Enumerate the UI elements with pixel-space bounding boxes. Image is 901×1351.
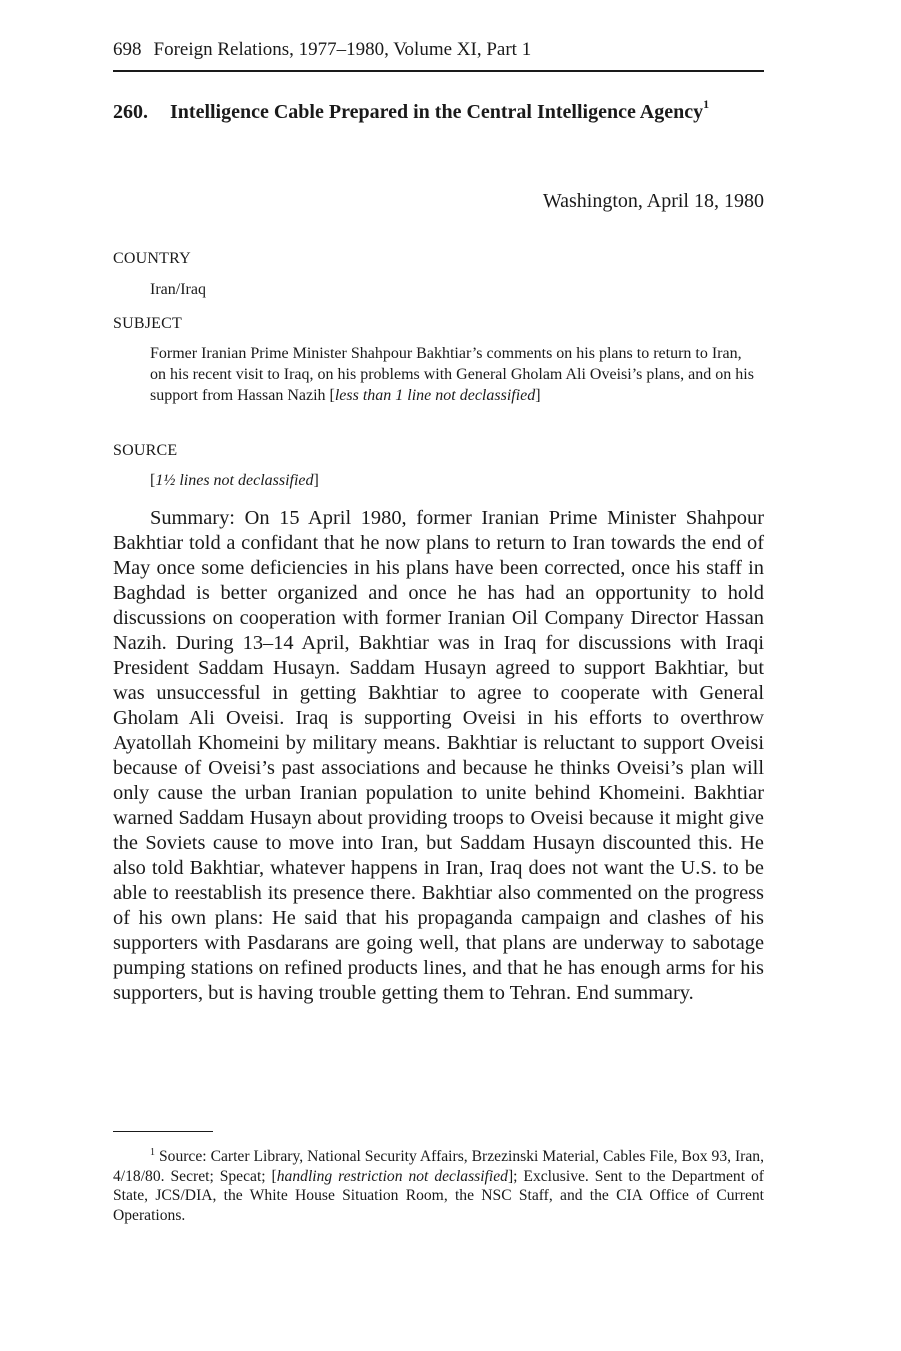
dateline: Washington, April 18, 1980	[542, 190, 764, 212]
country-label: COUNTRY	[113, 250, 191, 267]
footnote-marker: 1	[150, 1146, 155, 1158]
subject-bracket-close: ]	[535, 387, 541, 404]
source-value	[150, 470, 760, 491]
running-head-title: Foreign Relations, 1977–1980, Volume XI, Part 1	[153, 39, 532, 60]
source-redaction-note: 1½ lines not declassified	[155, 472, 314, 489]
subject-label: SUBJECT	[113, 315, 182, 332]
document-title-block	[170, 99, 730, 125]
subject-redaction-note: less than 1 line not declassified	[334, 387, 536, 404]
header-rule	[113, 70, 764, 72]
document-number: 260.	[113, 101, 148, 123]
footnote-redaction-note: handling restriction not declassified	[276, 1167, 508, 1185]
document-title: Intelligence Cable Prepared in the Central Intelligence Agency	[170, 101, 704, 123]
running-head	[113, 38, 764, 62]
source-label: SOURCE	[113, 442, 178, 459]
document-page	[113, 0, 764, 1351]
source-bracket-open: [	[150, 472, 156, 489]
source-bracket-close: ]	[313, 472, 319, 489]
footnote	[113, 1147, 764, 1225]
subject-value	[150, 343, 760, 406]
footnote-rule	[113, 1131, 213, 1132]
footnote-text-start: Source: Carter Library, National Security Affairs, Brzezinski Material, Cables File, Box 93, Iran, 4/18/80. Secret; Specat; [	[113, 1148, 764, 1185]
page-number: 698	[113, 39, 142, 60]
footnote-text-end: ]; Exclusive. Sent to the Department of State, JCS/DIA, the White House Situation Room, the NSC Staff, and the CIA Office of Current Operations.	[113, 1167, 764, 1224]
subject-text: Former Iranian Prime Minister Shahpour Bakhtiar’s comments on his plans to return to Iran, on his recent visit to Iraq, on his problems with General Gholam Ali Oveisi’s plans, and on his support from Hassan Nazih [	[150, 345, 754, 404]
country-value: Iran/Iraq	[150, 281, 206, 298]
footnote-reference[interactable]: 1	[703, 97, 710, 112]
summary-paragraph: Summary: On 15 April 1980, former Iranian Prime Minister Shahpour Bakhtiar told a confidant that he now plans to return to Iran towards the end of May once some deficiencies in his plans have been corrected, once his staff in Baghdad is better organized and once he has had an opportunity to hold discussions on cooperation with former Iranian Oil Company Director Hassan Nazih. During 13–14 April, Bakhtiar was in Iraq for discussions with Iraqi President Saddam Husayn. Saddam Husayn agreed to support Bakhtiar, but was unsuccessful in getting Bakhtiar to agree to cooperate with General Gholam Ali Oveisi. Iraq is supporting Oveisi in his efforts to overthrow Ayatollah Khomeini by military means. Bakhtiar is reluctant to support Oveisi because of Oveisi’s past associations and because he thinks Oveisi’s plan will only cause the urban Iranian population to unite behind Khomeini. Bakhtiar warned Saddam Husayn about providing troops to Oveisi because it might give the Soviets cause to move into Iran, but Saddam Husayn discounted this. He also told Bakhtiar, whatever happens in Iran, Iraq does not want the U.S. to be able to reestablish its presence there. Bakhtiar also commented on the progress of his own plans: He said that his propaganda campaign and clashes of his supporters with Pasdarans are going well, that plans are underway to sabotage pumping stations on refined products lines, and that he has enough arms for his supporters, but is having trouble getting them to Tehran. End summary.	[113, 507, 764, 1004]
